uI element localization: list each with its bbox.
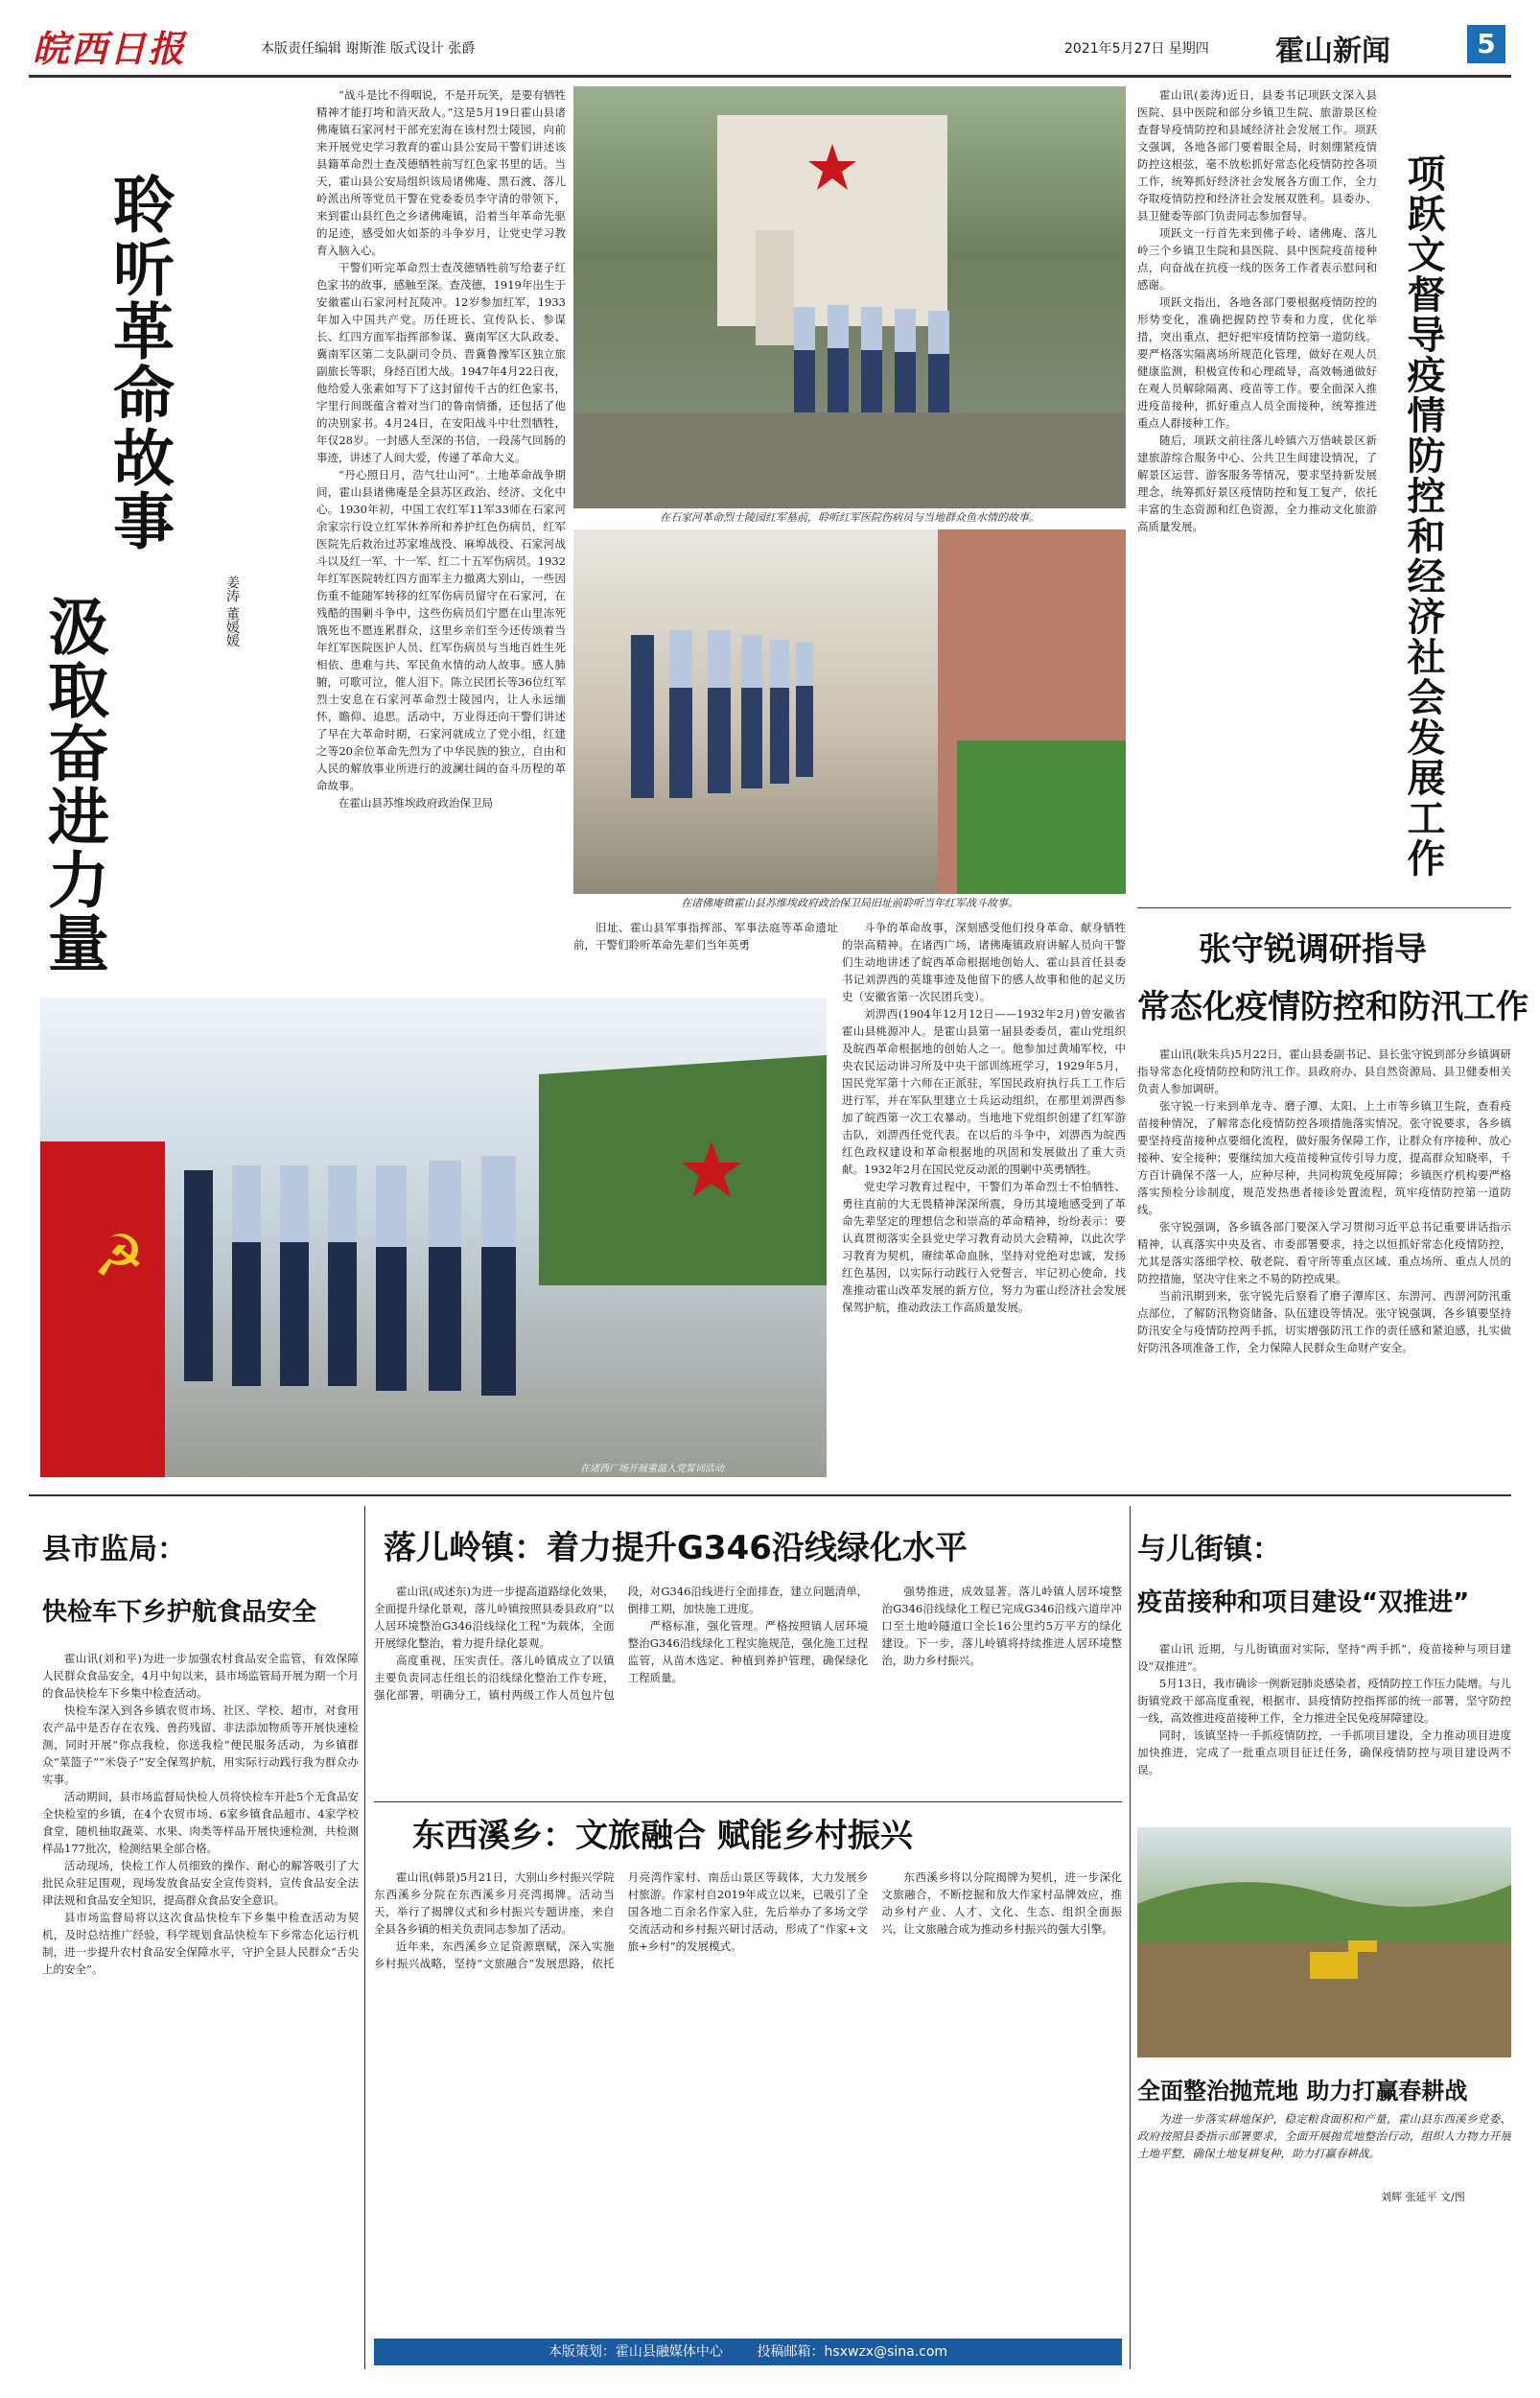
photo-farmland: [1137, 1827, 1511, 2057]
caption-memorial: 在石家河革命烈士陵园红军墓前，聆听红军医院伤病员与当地群众鱼水情的故事。: [660, 511, 1039, 524]
oath-illustration: [40, 998, 827, 1477]
xyw-para-3: 项跃文指出，各地各部门要根据疫情防控的形势变化，准确把握防控节奏和力度，优化举措，突出重点，把好把牢疫情防控第一道防线。要严格落实隔离场所规范化管理，做好在观人员健康监测，积极宣传和心理疏导，高效畅通做好在观人员解除隔离、疫苗等工作。要全面深入推进疫苗接种，抓好重点人员全面接种，统筹推进重点人群接种工作。: [1137, 295, 1377, 430]
divider-right: [1137, 907, 1511, 908]
zhang-shou-rui-headline-2: 常态化疫情防控和防汛工作: [1137, 988, 1528, 1026]
xyw-para-4: 随后，项跃文前往落儿岭镇六万悟峡景区新建旅游综合服务中心、公共卫生间建设情况，了解景区运营、游客服务等情况，要求坚持新发展理念，统筹抓好景区疫情防控和复工复产，依托丰富的生态资源和红色资源，全力推动文化旅游高质量发展。: [1137, 434, 1377, 533]
photo-site-visit: [573, 529, 1126, 894]
masthead-rule: [29, 75, 1511, 78]
yej-para-3: 同时，该镇坚持一手抓疫情防控，一手抓项目建设，全力推动项目进度加快推进，完成了一批重点项目征迁任务，确保疫情防控与项目建设两不误。: [1137, 1728, 1511, 1776]
yej-para-2: 5月13日，我市确诊一例新冠肺炎感染者，疫情防控工作压力陡增。与儿街镇党政干部高度重视，根据市、县疫情防控指挥部的统一部署，坚守防控一线，高效推进疫苗接种工作，全力推进全民免疫屏障建设。: [1137, 1677, 1511, 1725]
divider-col-left: [364, 1506, 365, 2369]
xsj-para-5: 县市场监督局将以这次食品快检车下乡集中检查活动为契机，及时总结推广经验，科学规划食品快检车下乡常态化运行机制，进一步提升农村食品安全保障水平，守护全县人民群众“舌尖上的安全”。: [42, 1911, 359, 1976]
farmland-headline: 全面整治抛荒地 助力打赢春耕战: [1137, 2078, 1468, 2104]
xian-shi-jian-body: [42, 1650, 359, 2369]
yej-para-1: 霍山讯 近期，与儿街镇面对实际，坚持“两手抓”，疫苗接种与项目建设“双推进”。: [1137, 1642, 1511, 1673]
dong-xi-xi-body: [374, 1869, 1122, 2319]
lead-column-3: [842, 919, 1126, 1485]
lel-para-1: 霍山讯(成述东)为进一步提高道路绿化效果，全面提升绿化景观，落儿岭镇按照县委县政府“以人居环境整治G346沿线绿化工程”为载体，全面开展绿化整治，着力提升绿化景观。: [374, 1585, 615, 1650]
dong-xi-xi-headline: 东西溪乡：文旅融合 赋能乡村振兴: [412, 1817, 913, 1855]
lead-para-4: 在霍山县苏维埃政府政治保卫局: [338, 796, 493, 810]
svg-text:☭: ☭: [93, 1223, 145, 1290]
lead-col2-para: 旧址、霍山县军事指挥部、军事法庭等革命遗址前，干警们聆听革命先辈们当年英勇: [573, 921, 838, 952]
yu-er-jie-body: [1137, 1640, 1511, 1813]
xsj-para-4: 活动现场，快检工作人员细致的操作、耐心的解答吸引了大批民众驻足围观，现场发放食品安全宣传资料，宣传食品安全法律法规和食品安全知识，提高群众食品安全意识。: [42, 1859, 359, 1907]
zsr-para-3: 张守锐强调，各乡镇各部门要深入学习贯彻习近平总书记重要讲话指示精神，认真落实中央及省、市委部署要求，持之以恒抓好常态化疫情防控，尤其是落实落细学校、敬老院、看守所等重点区域、重点场所、重点人员的防控措施，坚决守住来之不易的防控成果。: [1137, 1220, 1511, 1285]
lead-column-2: [573, 919, 838, 996]
lead-col3-para-2: 刘淠西(1904年12月12日——1932年2月)曾安徽省霍山县桃源冲人。是霍山县第一届县委委员，霍山党组织及皖西革命根据地的创始人之一。他参加过黄埔军校，中央农民运动讲习所及中央干部训练班学习，1929年5月，国民党军第十六师在正派驻，军国民政府执行兵工工作后进行军，并在军队里建立士兵运动组织，在那里刘淠西参加了皖西第一次工农暴动。当地地下党组织创建了红军游击队，刘淠西任党代表。在以后的斗争中，刘淠西为皖西红色政权建设和革命根据地的巩固和发展做出了重大贡献。1932年2月在国民党反动派的围剿中英勇牺牲。: [842, 1007, 1126, 1176]
lel-para-3: 严格标准，强化管理。严格按照镇人居环境整治G346沿线绿化工程实施规范，强化施工过程监管，从苗木选定、种植到养护管理，确保绿化工程质量。: [627, 1619, 869, 1684]
xiang-yue-wen-body: [1137, 86, 1377, 892]
memorial-illustration: [573, 86, 1126, 508]
xian-shi-jian-headline-2: 快检车下乡护航食品安全: [42, 1598, 317, 1627]
lead-column-1: [316, 86, 566, 983]
lead-byline: 姜涛 董媛媛: [224, 576, 240, 647]
lead-para-3: “丹心照日月，浩气壮山河”。土地革命战争期间，霍山县诸佛庵是全县苏区政治、经济、文化中心。1930年初，中国工农红军11军33师在石家河余家宗行设立红军休养所和养护红色伤病员，红军医院先后救治过苏家堆战役、麻埠战役、石家河战斗以及红一军、十一军、红二十五军伤病员。1932年红军医院转红四方面军主力撤离大别山，一些因伤重不能随军转移的红军伤病员留守在石家河，在残酷的围剿斗争中，这些伤病员们宁愿在山里冻死饿死也不愿连累群众，这里乡亲们至今还传颂着当年红军医院医护人员、红军伤病员与当地百姓生死相依、患难与共、军民鱼水情的动人故事。感人肺腑，可歌可泣，催人泪下。陈立民团长等36位红军烈士安息在石家河革命烈士陵园内，让人永远缅怀，瞻仰、追思。活动中，万业得还向干警们讲述了早在大革命时期，石家河就成立了党小组，红建之等20余位革命先烈为了中华民族的独立，自由和人民的解放事业所进行的波澜壮阔的奋斗历程的革命故事。: [316, 468, 566, 792]
divider-lower: [29, 1494, 1511, 1496]
page-number: 5: [1467, 25, 1505, 63]
lel-para-4: 强势推进，成效显著。落儿岭镇人居环境整治G346沿线绿化工程已完成G346沿线六道岸冲口至土地岭隧道口全长16公里约5万平方的绿化建设。下一步，落儿岭镇将持续推进人居环境整治，助力乡村振兴。: [881, 1585, 1122, 1667]
zsr-para-1: 霍山讯(耿朱兵)5月22日，霍山县委副书记、县长张守锐到部分乡镇调研指导常态化疫情防控和防汛工作。县政府办、县自然资源局、县卫健委相关负责人参加调研。: [1137, 1047, 1511, 1095]
caption-oath: 在诸西广场开展重温入党誓词活动: [580, 1464, 724, 1474]
farmland-illustration: [1137, 1827, 1511, 2057]
luo-er-ling-headline: 落儿岭镇：着力提升G346沿线绿化水平: [384, 1529, 968, 1567]
yu-er-jie-headline-1: 与儿街镇：: [1137, 1533, 1281, 1566]
farmland-credit: 刘辉 张延平 文/图: [1381, 2191, 1465, 2203]
dxx-para-1: 霍山讯(韩景)5月21日，大别山乡村振兴学院东西溪乡分院在东西溪乡月亮湾揭牌。活动当天，举行了揭牌仪式和乡村振兴专题讲座，来自全县各乡镇的相关负责同志参加了活动。: [374, 1870, 615, 1936]
lead-headline-2: 汲取奋进力量: [37, 595, 108, 975]
lel-para-2: 高度重视，压实责任。落儿岭镇成立了以镇主要负责同志任组长的沿线绿化整治工作专班，强化部署，明确分工，镇村两级工作人员包片包段，对G346沿线进行全面排查，建立问题清单，倒排工期，加快施工进度。: [374, 1585, 869, 1702]
lead-para-2: 干警们听完革命烈士查茂德牺牲前写给妻子红色家书的故事，感触至深。查茂德，1919年出生于安徽霍山石家河村瓦陵冲。12岁参加红军，1933年加入中国共产党。历任班长、宣传队长、参谋长、红四方面军指挥部参谋、冀南军区大队政委、冀南军区第二支队副司令员、晋冀鲁豫军区独立旅副旅长等职，身经百团大战。1947年4月22日夜，他给爱人张素如写下了这封留传千古的红色家书，字里行间既蕴含着对当门的鲁南情播，还包括了他的决别家书。4月24日，在安阳战斗中壮烈牺牲，年仅28岁。一封感人至深的书信，一段荡气回肠的事迹，讲述了人间大爱，传递了革命大义。: [316, 261, 566, 464]
xiang-yue-wen-headline: 项跃文督导疫情防控和经济社会发展工作: [1401, 153, 1445, 879]
zsr-para-4: 当前汛期到来，张守锐先后察看了磨子潭库区、东淠河、西淠河防汛重点部位，了解防汛物资储备、队伍建设等情况。张守锐强调，各乡镇要坚持防汛安全与疫情防控两手抓，切实增强防汛工作的责任感和紧迫感，扎实做好防汛各项准备工作，全力保障人民群众生命财产安全。: [1137, 1289, 1511, 1354]
photo-oath-ceremony: [40, 998, 827, 1477]
lead-headline-1: 聆听革命故事: [103, 173, 174, 552]
newspaper-logo: 皖西日报: [33, 27, 187, 70]
footer-bar: 本版策划：霍山县融媒体中心 投稿邮箱：hsxwzx@sina.com: [374, 2339, 1122, 2365]
divider-col-right: [1130, 1506, 1131, 2369]
xsj-para-3: 活动期间，县市场监督局快检人员将快检车开赴5个无食品安全快检室的乡镇，在4个农贸市场、6家乡镇食品超市、4家学校食堂，随机抽取蔬菜、水果、肉类等样品开展快速检测，共检测样品177批次，检测结果全部合格。: [42, 1790, 359, 1855]
masthead: [29, 17, 1511, 71]
xyw-para-1: 霍山讯(姜涛)近日，县委书记项跃文深入县医院、县中医院和部分乡镇卫生院、旅游景区检查督导疫情防控和县域经济社会发展工作。项跃文强调，各地各部门要着眼全局，时刻绷紧疫情防控这根弦，毫不放松抓好常态化疫情防控各项工作，统筹抓好经济社会发展各方面工作，全力夺取疫情防控和经济社会发展双胜利。县委办、县卫健委等部门负责同志参加督导。: [1137, 88, 1377, 223]
lead-col3-para-1: 斗争的革命故事，深刻感受他们投身革命、献身牺牲的崇高精神。在诸西广场，诸佛庵镇政府讲解人员向干警们生动地讲述了皖西革命根据地创始人、霍山县首任县委书记刘淠西的英雄事迹及他留下的感人故事和他的起义历史（安徽省第一次民团兵变）。: [842, 921, 1126, 1003]
zhang-shou-rui-body: [1137, 1046, 1511, 1482]
farmland-caption-text: 为进一步落实耕地保护，稳定粮食面积和产量，霍山县东西溪乡党委、政府按照县委指示部署要求，全面开展抛荒地整治行动，组织人力物力开展土地平整，确保土地复耕复种，助力打赢春耕战。: [1137, 2112, 1511, 2160]
xyw-para-2: 项跃文一行首先来到佛子岭、诸佛庵、落儿岭三个乡镇卫生院和县医院、县中医院疫苗接种点，向奋战在抗疫一线的医务工作者表示慰问和感谢。: [1137, 226, 1377, 292]
section-name: 霍山新闻: [1275, 35, 1390, 68]
dxx-para-3: 东西溪乡将以分院揭牌为契机，进一步深化文旅融合，不断挖掘和放大作家村品牌效应，推动乡村产业、人才、文化、生态、组织全面振兴，让文旅融合成为推动乡村振兴的强大引擎。: [881, 1870, 1122, 1936]
yu-er-jie-headline-2: 疫苗接种和项目建设“双推进”: [1137, 1588, 1470, 1617]
zsr-para-2: 张守锐一行来到单龙寺、磨子潭、太阳、上土市等乡镇卫生院，查看疫苗接种情况，了解常态化疫情防控各项措施落实情况。张守锐要求，各乡镇要坚持疫苗接种点要细化流程，做好服务保障工作，让群众有序接种、放心接种、安全接种；要继续加大疫苗接种宣传引导力度，提高群众知晓率，千方百计确保不落一人，应种尽种，共同构筑免疫屏障；乡镇医疗机构要严格落实预检分诊制度，规范发热患者接诊处置流程，筑牢疫情防控第一道防线。: [1137, 1099, 1511, 1216]
xsj-para-1: 霍山讯(刘和平)为进一步加强农村食品安全监管，有效保障人民群众食品安全，4月中旬以来，县市场监管局开展为期一个月的食品快检车下乡集中检查活动。: [42, 1652, 359, 1700]
farmland-caption: [1137, 2110, 1511, 2187]
zhang-shou-rui-headline-1: 张守锐调研指导: [1199, 930, 1427, 969]
lead-para-1: “战斗是比不得咽说，不是开玩笑，是要有牺牲精神才能打垮和消灭敌人。”这是5月19日霍山县诸佛庵镇石家河村干部充宏海在该村烈士陵园，向前来开展党史学习教育的霍山县公安局干警们讲述该县籍革命烈士查茂德牺牲前写红色家书里的话。当天，霍山县公安局组织该局诸佛庵、黑石渡、落儿岭派出所等党员干警在党委委员李守清的带领下，来到霍山县红色之乡诸佛庵镇，沿着当年革命先驱的足迹，感受如火如荼的斗争岁月，让党史学习教育入脑入心。: [316, 88, 566, 257]
lead-col3-para-3: 党史学习教育过程中，干警们为革命烈士不怕牺牲、勇往直前的大无畏精神深深所震，身历其境地感受到了革命先辈坚定的理想信念和崇高的革命精神，纷纷表示：要认真贯彻落实全县党史学习教育动员大会精神，以此次学习教育为契机，赓续革命血脉，坚持对党绝对忠诚，发扬红色基因，以实际行动践行入党誓言，牢记初心使命，找准推动霍山改革发展的新方位，努力为霍山经济社会发展保驾护航，推动政法工作高质量发展。: [842, 1180, 1126, 1314]
editor-credits: 本版责任编辑 谢斯淮 版式设计 张爵: [261, 41, 476, 57]
luo-er-ling-body: [374, 1583, 1122, 1789]
photo-memorial: [573, 86, 1126, 508]
issue-date: 2021年5月27日 星期四: [1064, 41, 1209, 57]
xian-shi-jian-headline-1: 县市监局：: [42, 1533, 186, 1566]
divider-dxx: [374, 1801, 1122, 1802]
caption-site-visit: 在诸佛庵镇霍山县苏维埃政府政治保卫局旧址前聆听当年红军战斗故事。: [681, 897, 1018, 909]
xsj-para-2: 快检车深入到各乡镇农贸市场、社区、学校、超市，对食用农产品中是否存在农残、兽药残留、非法添加物质等开展快速检测，同时开展“你点我检，你送我检”便民服务活动，为乡镇群众“菜篮子”“米袋子”安全保驾护航，用实际行动践行我为群众办实事。: [42, 1704, 359, 1786]
site-visit-illustration: [573, 529, 1126, 894]
dxx-para-2: 近年来，东西溪乡立足资源禀赋，深入实施乡村振兴战略，坚持“文旅融合”发展思路，依托月亮湾作家村、南岳山景区等载体，大力发展乡村旅游。作家村自2019年成立以来，已吸引了全国各地二百余名作家入驻，先后举办了多场文学交流活动和乡村振兴研讨活动，形成了“作家+文旅+乡村”的发展模式。: [374, 1870, 869, 1970]
